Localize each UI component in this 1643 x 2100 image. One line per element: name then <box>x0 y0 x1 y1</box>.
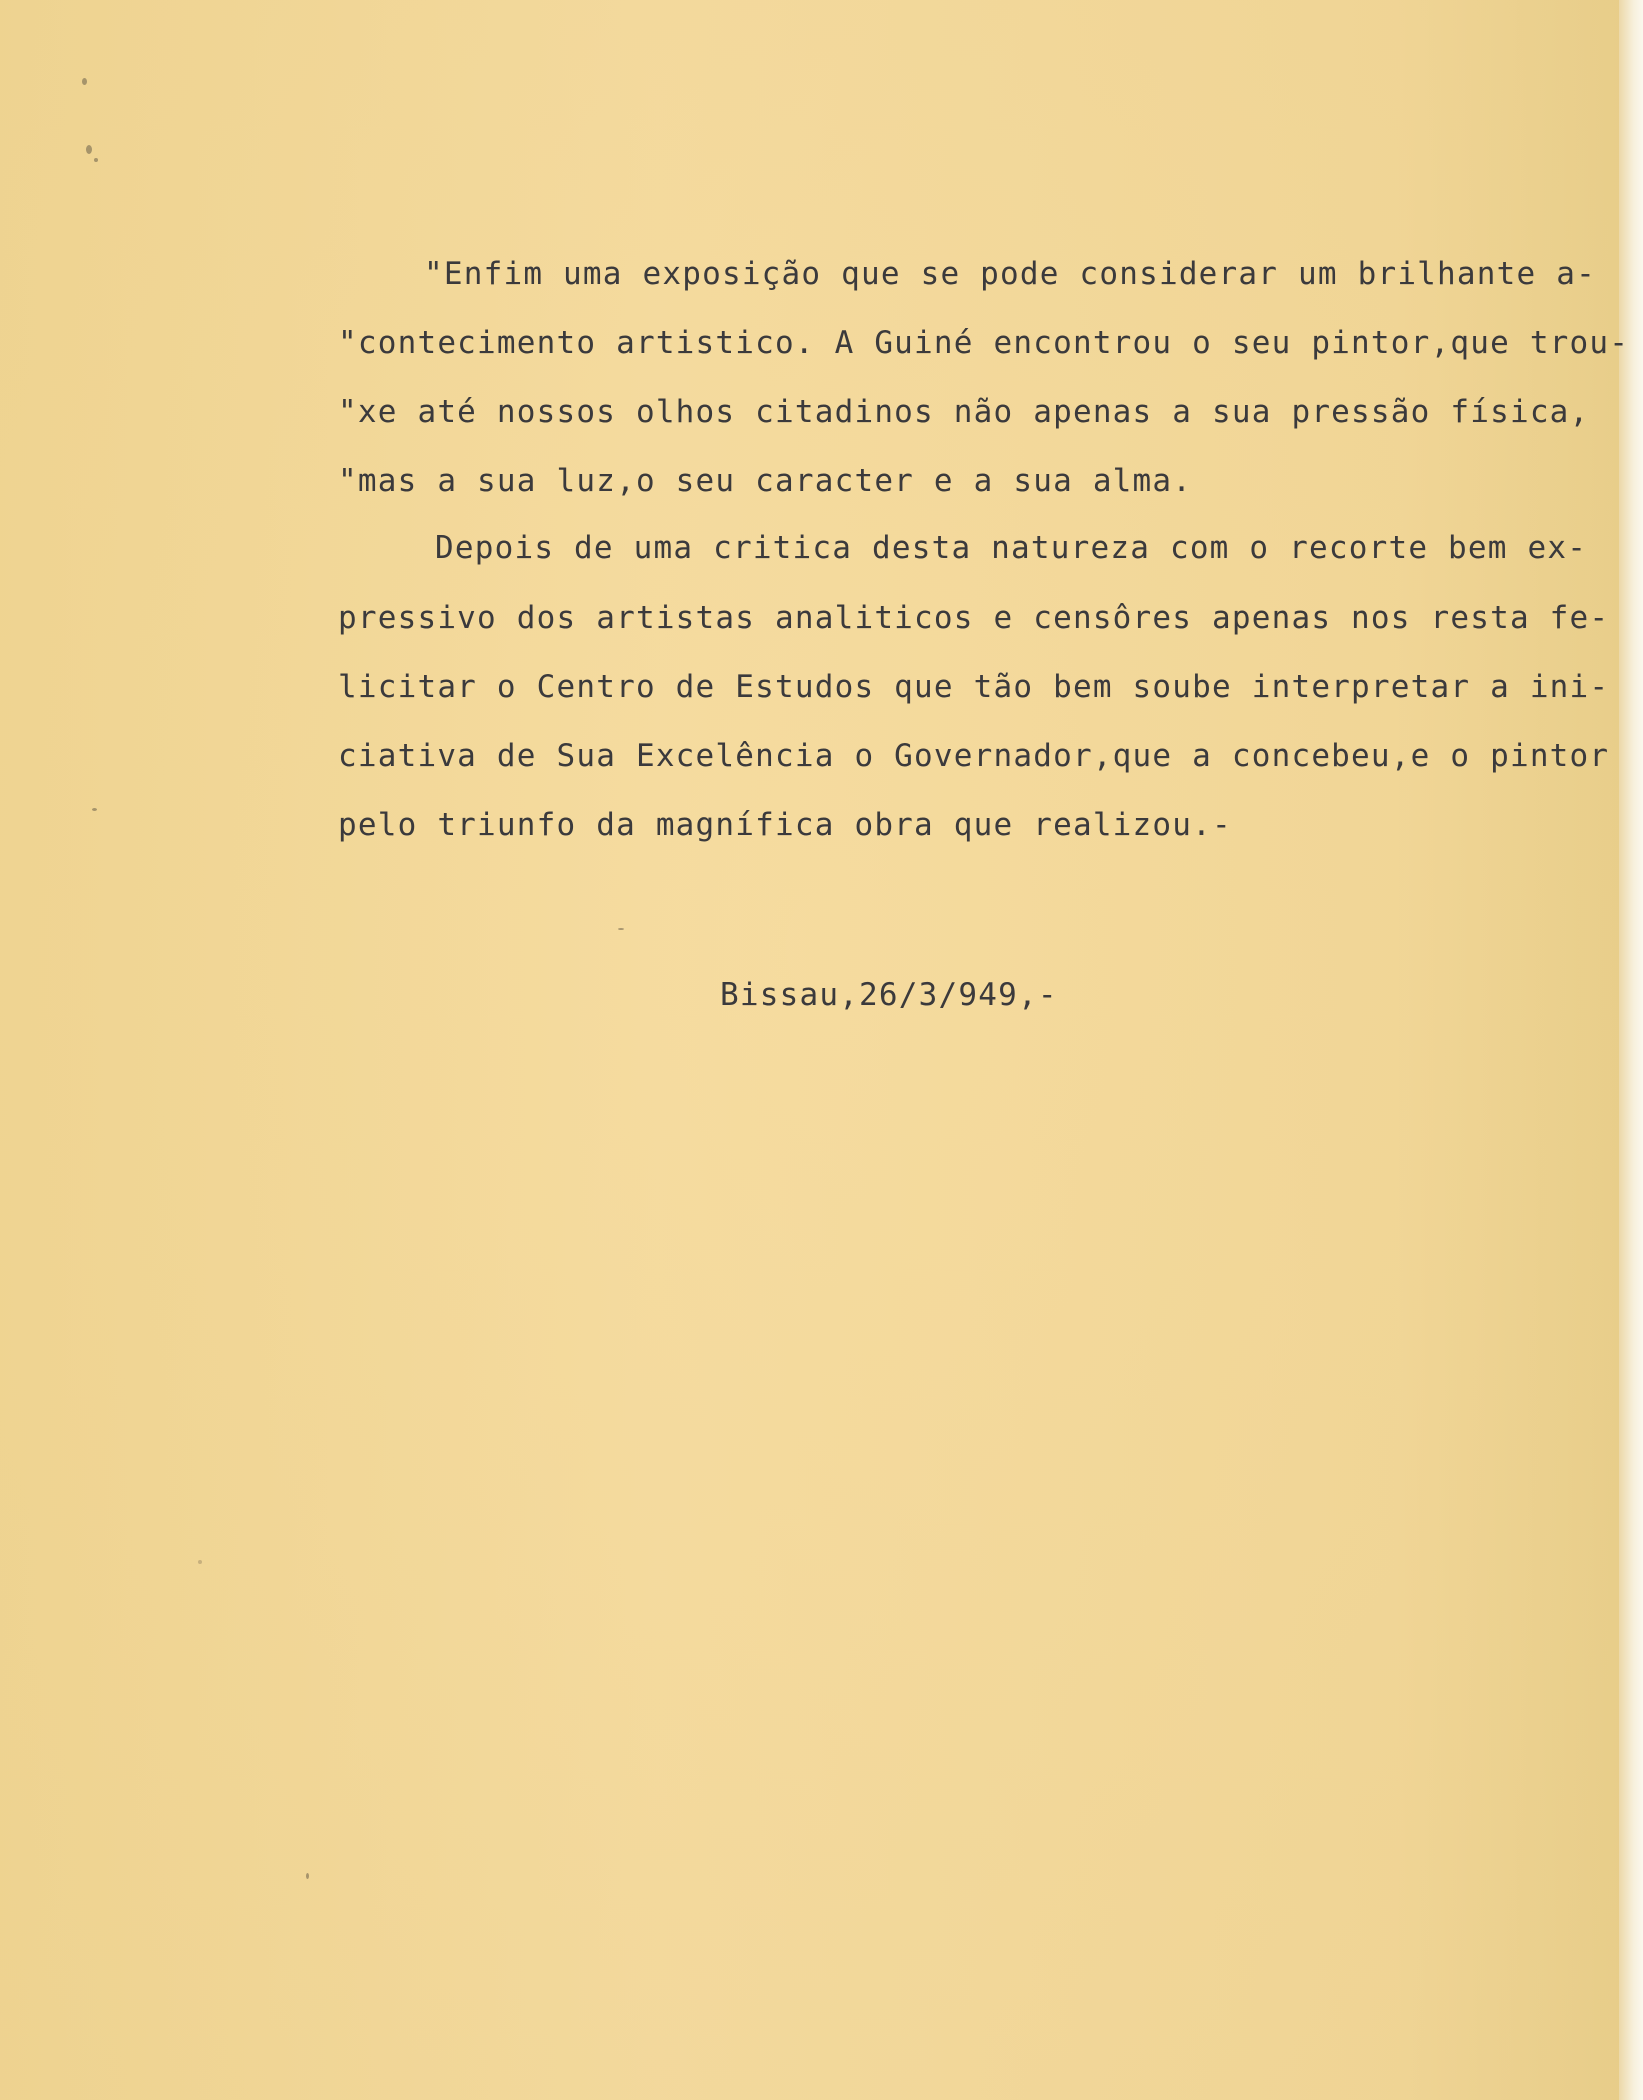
paper-speck <box>618 928 624 930</box>
paragraph-1-line-1: "Enfim uma exposição que se pode considerar um brilhante a- <box>424 256 1596 292</box>
paper-speck <box>82 78 87 85</box>
paragraph-1-line-3: "xe até nossos olhos citadinos não apenas a sua pressão física, <box>338 394 1590 430</box>
paragraph-1-line-2: "contecimento artistico. A Guiné encontrou o seu pintor,que trou- <box>338 325 1630 361</box>
paragraph-2-line-4: ciativa de Sua Excelência o Governador,que a concebeu,e o pintor <box>338 738 1610 774</box>
paper-speck <box>86 145 92 154</box>
paper-speck <box>92 808 97 811</box>
paragraph-2-line-3: licitar o Centro de Estudos que tão bem soube interpretar a ini- <box>338 669 1610 705</box>
paragraph-2-line-2: pressivo dos artistas analiticos e censôres apenas nos resta fe- <box>338 600 1610 636</box>
paragraph-2-line-1: Depois de uma critica desta natureza com o recorte bem ex- <box>435 530 1588 566</box>
paragraph-1-line-4: "mas a sua luz,o seu caracter e a sua alma. <box>338 463 1193 499</box>
place-and-date: Bissau,26/3/949,- <box>720 977 1058 1013</box>
paper-speck <box>306 1873 309 1879</box>
paragraph-2-line-5: pelo triunfo da magnífica obra que realizou.- <box>338 807 1232 843</box>
paper-speck <box>198 1560 202 1564</box>
paper-edge <box>1619 0 1643 2100</box>
paper-speck <box>94 158 98 162</box>
